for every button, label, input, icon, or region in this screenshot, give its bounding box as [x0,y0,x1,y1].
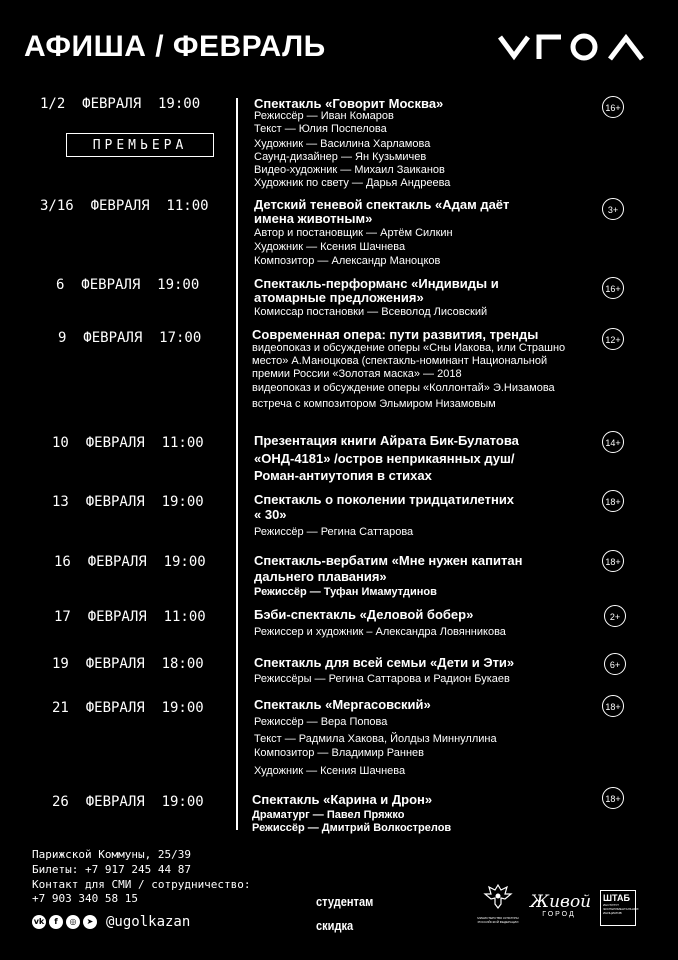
social-handle[interactable]: @ugolkazan [106,914,191,930]
event-credit: Художник по свету — Дарья Андреева [254,177,451,189]
event-credit: Видео-художник — Михаил Заиканов [254,164,445,176]
event-date: 1/2 ФЕВРАЛЯ 19:00 [40,96,201,112]
event-title: Спектакль-перформанс «Индивиды и [254,276,499,291]
event-title: дальнего плавания» [254,569,387,584]
timeline-divider [236,98,238,830]
event-credit: Автор и постановщик — Артём Силкин [254,227,453,239]
facebook-icon[interactable]: f [49,915,63,929]
event-credit: Режиссёр — Иван Комаров [254,110,394,122]
event-title: Спектакль «Карина и Дрон» [252,792,433,807]
event-credit: Художник — Василина Харламова [254,138,431,150]
event-credit: Режиссёр — Регина Саттарова [254,526,414,538]
event-title: Современная опера: пути развития, тренды [252,327,539,342]
age-rating-badge: 3+ [602,198,624,220]
shtab-caption: ИНСТИТУТ ЭКСПЕРИМЕНТАЛЬНЫХ ИНИЦИАТИВ [603,903,639,915]
page-title: АФИША / ФЕВРАЛЬ [24,30,326,63]
living-city-logo [530,892,592,918]
living-city-caption: ГОРОД [542,911,576,918]
premiere-badge: ПРЕМЬЕРА [66,133,214,157]
shtab-title: ШТАБ [603,893,630,903]
event-date: 9 ФЕВРАЛЯ 17:00 [58,330,202,346]
age-rating-badge: 18+ [602,490,624,512]
eagle-emblem-icon [477,882,519,912]
event-title: Бэби-спектакль «Деловой бобер» [254,607,474,622]
living-city-script: Живой [530,892,592,912]
event-title: имена животным» [254,211,373,226]
ministry-caption: МИНИСТЕРСТВО КУЛЬТУРЫ РОССИЙСКОЙ ФЕДЕРАЦИИ [477,916,519,924]
event-credit: видеопоказ и обсуждение оперы «Коллонтай» Э.Низамова [252,382,555,394]
age-rating-badge: 18+ [602,550,624,572]
event-credit: Режиссёр — Туфан Имамутдинов [254,586,437,598]
instagram-icon[interactable]: ◎ [66,915,80,929]
event-credit: Режиссёр — Дмитрий Волкострелов [252,822,452,834]
ugol-logo-icon [498,32,650,62]
telegram-icon[interactable]: ➤ [83,915,97,929]
ministry-logo [477,882,519,924]
event-title: Спектакль-вербатим «Мне нужен капитан [254,553,523,568]
event-credit: Саунд-дизайнер — Ян Кузьмичев [254,151,427,163]
age-rating-badge: 2+ [604,605,626,627]
venue-address: Парижской Коммуны, 25/39 [32,848,191,861]
ticket-phone: Билеты: +7 917 245 44 87 [32,863,191,876]
media-contact-label: Контакт для СМИ / сотрудничество: [32,878,251,891]
event-title: Спектакль «Мергасовский» [254,697,431,712]
event-date: 6 ФЕВРАЛЯ 19:00 [56,277,200,293]
event-credit: премии России «Золотая маска» — 2018 [252,368,462,380]
event-title: атомарные предложения» [254,290,424,305]
event-credit: Драматург — Павел Пряжко [252,809,405,821]
event-title: Роман-антиутопия в стихах [254,468,432,483]
age-rating-badge: 14+ [602,431,624,453]
event-credit: Текст — Радмила Хакова, Йолдыз Миннуллина [254,733,497,745]
shtab-logo [600,890,639,926]
event-credit: видеопоказ и обсуждение оперы «Сны Иакова, или Страшно [252,342,566,354]
event-date: 3/16 ФЕВРАЛЯ 11:00 [40,198,209,214]
event-date: 10 ФЕВРАЛЯ 11:00 [52,435,204,451]
event-credit: встреча с композитором Эльмиром Низамовым [252,398,496,410]
event-title: Спектакль для всей семьи «Дети и Эти» [254,655,515,670]
event-credit: Режиссёр — Вера Попова [254,716,388,728]
event-title: Презентация книги Айрата Бик-Булатова [254,433,519,448]
student-discount [316,890,373,938]
event-date: 26 ФЕВРАЛЯ 19:00 [52,794,204,810]
social-links [32,914,190,930]
event-credit: место» А.Маноцкова (спектакль-номинант Национальной [252,355,548,367]
event-credit: Комиссар постановки — Всеволод Лисовский [254,306,488,318]
student-discount-line: скидка [316,918,354,933]
media-contact-phone[interactable]: +7 903 340 58 15 [32,892,138,905]
age-rating-badge: 6+ [604,653,626,675]
event-date: 16 ФЕВРАЛЯ 19:00 [54,554,206,570]
event-credit: Композитор — Владимир Раннев [254,747,425,759]
event-credit: Режиссёры — Регина Саттарова и Радион Букаев [254,673,510,685]
student-discount-line: студентам [316,894,374,909]
age-rating-badge: 16+ [602,277,624,299]
event-title: « 30» [254,507,287,522]
event-title: Спектакль о поколении тридцатилетних [254,492,515,507]
event-date: 19 ФЕВРАЛЯ 18:00 [52,656,204,672]
event-credit: Художник — Ксения Шачнева [254,765,406,777]
event-title: Спектакль «Говорит Москва» [254,96,444,111]
ugol-logo [498,32,650,66]
event-credit: Режиссер и художник – Александра Ловянникова [254,626,506,638]
event-date: 13 ФЕВРАЛЯ 19:00 [52,494,204,510]
event-credit: Текст — Юлия Поспелова [254,123,387,135]
event-credit: Художник — Ксения Шачнева [254,241,406,253]
vk-icon[interactable]: vk [32,915,46,929]
event-date: 17 ФЕВРАЛЯ 11:00 [54,609,206,625]
event-title: Детский теневой спектакль «Адам даёт [254,197,510,212]
age-rating-badge: 18+ [602,695,624,717]
event-credit: Композитор — Александр Маноцков [254,255,441,267]
event-title: «ОНД-4181» /остров неприкаянных душ/ [254,451,515,466]
age-rating-badge: 12+ [602,328,624,350]
age-rating-badge: 18+ [602,787,624,809]
age-rating-badge: 16+ [602,96,624,118]
event-date: 21 ФЕВРАЛЯ 19:00 [52,700,204,716]
